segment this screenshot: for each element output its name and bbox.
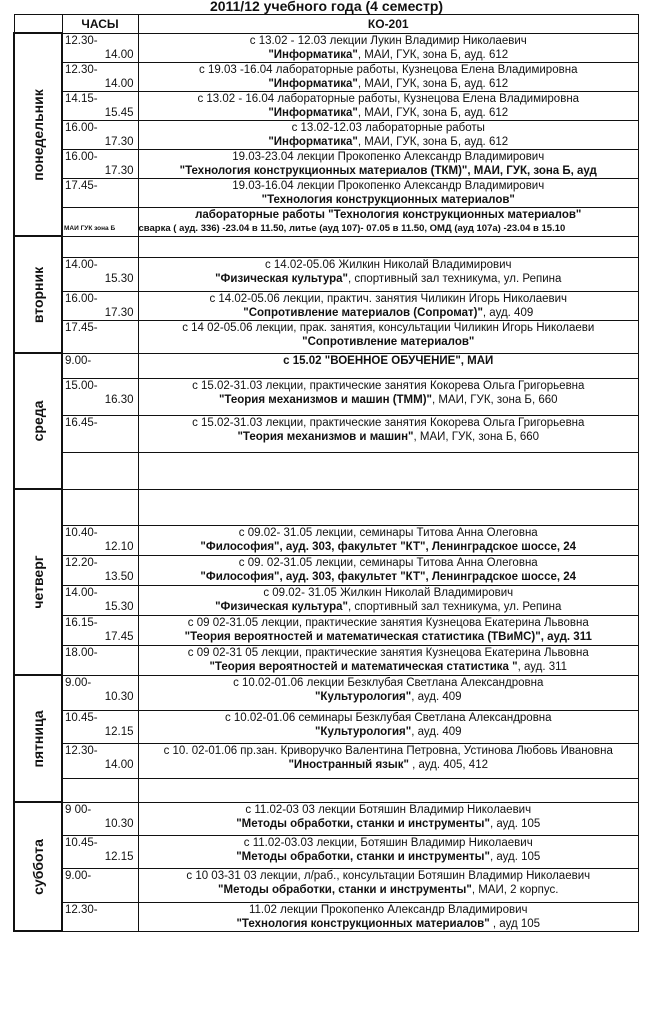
class-info-cell [138,353,639,378]
day-name: среда [30,400,46,442]
schedule-row [14,62,639,91]
class-details: с 15.02-31.03 лекции, практические занятия Кокорева Ольга Григорьевна [192,379,585,392]
time-start: 16.45- [65,416,98,429]
time-cell [62,236,138,257]
class-info-cell [138,236,639,257]
time-end: 14.00 [104,77,134,90]
class-details: с 10. 02-01.06 пр.зан. Криворучко Валентина Петровна, Устинова Любовь Ивановна [163,744,613,757]
class-details: 19.03-23.04 лекции Прокопенко Александр Владимирович [232,150,545,163]
time-start: 16.00- [65,121,98,134]
subject-name: "Физическая культура" [215,600,349,613]
class-subject: "Физическая культура", спортивный зал техникума, ул. Репина [215,272,562,285]
subject-name: "Сопротивление материалов" [302,335,475,348]
class-details: лабораторные работы "Технология конструкционных материалов" [195,208,582,221]
time-start: 12.30- [65,63,98,76]
subject-name: "Культурология" [314,690,412,703]
class-details: с 09 02-31 05 лекции, практические занятия Кузнецова Екатерина Львовна [187,646,589,659]
time-start: 12.30- [65,34,98,47]
time-end: 12.15 [104,725,134,738]
schedule-row [14,585,639,615]
schedule-row [14,33,639,62]
schedule-table [13,14,639,932]
class-details: с 09.02- 31.05 лекции, семинары Титова Анна Олеговна [238,526,538,539]
class-subject [139,193,639,207]
class-info-cell [138,291,639,320]
class-info-cell [138,452,639,489]
page-title: 2011/12 учебного года (4 семестр) [209,0,444,14]
time-cell [62,320,138,353]
schedule-row [14,178,639,207]
class-subject: "Теория механизмов и машин", МАИ, ГУК, зона Б, 660 [237,430,540,443]
time-cell [62,645,138,675]
time-cell [62,868,138,902]
class-details: с 09. 02-31.05 лекции, семинары Титова Анна Олеговна [238,556,538,569]
time-start: 9.00- [65,869,92,882]
class-details: 19.03-16.04 лекции Прокопенко Александр Владимирович [232,179,545,192]
day-name: вторник [30,266,46,323]
time-start: 9 00- [65,803,92,816]
class-details: с 13.02-12.03 лабораторные работы [291,121,485,134]
subject-name: "Культурология" [314,725,412,738]
class-subject: "Технология конструкционных материалов (ТКМ)", МАИ, ГУК, зона Б, ауд [179,164,597,177]
time-end: 15.45 [104,106,134,119]
class-info-cell [138,802,639,835]
subject-name: "Информатика" [268,48,358,61]
time-cell [62,62,138,91]
time-cell [62,33,138,62]
time-cell [62,378,138,415]
class-details: с 14.02-05.06 лекции, практич. занятия Чиликин Игорь Николаевич [209,292,568,305]
time-cell [62,91,138,120]
day-name: суббота [30,838,46,895]
class-details: 11.02 лекции Прокопенко Александр Владимирович [248,903,528,916]
time-cell [62,555,138,585]
class-subject [139,335,639,349]
subject-name: "Теория вероятностей и математическая статистика (ТВиМС)" [184,630,541,643]
time-end: 15.30 [104,272,134,285]
schedule-row [14,645,639,675]
subject-name: "Информатика" [268,135,358,148]
class-info-cell [138,207,639,236]
time-start: 10.40- [65,526,98,539]
schedule-row [14,489,639,525]
class-subject: "Иностранный язык" , ауд. 405, 412 [288,758,488,771]
time-cell [62,257,138,291]
time-start: 9.00- [65,676,92,689]
time-cell [62,675,138,710]
schedule-row [14,378,639,415]
time-start: 16.15- [65,616,98,629]
class-info-cell [138,743,639,778]
time-cell [62,207,138,236]
schedule-row [14,236,639,257]
class-details: с 10.02-01.06 лекции Безклубая Светлана Александровна [233,676,544,689]
schedule-row [14,615,639,645]
subject-name: "Технология конструкционных материалов" [261,193,515,206]
class-info-cell [138,675,639,710]
class-details: с 09 02-31.05 лекции, практические занятия Кузнецова Екатерина Львовна [187,616,589,629]
subject-name: "Методы обработки, станки и инструменты" [218,883,472,896]
time-end: 12.15 [104,850,134,863]
class-info-cell [138,120,639,149]
schedule-row [14,802,639,835]
time-cell [62,802,138,835]
subject-name: "Теория механизмов и машин (ТММ)" [218,393,433,406]
class-subject: "Информатика", МАИ, ГУК, зона Б, ауд. 612 [268,48,509,61]
subject-name: "Технология конструкционных материалов (ТКМ)" [179,164,468,177]
schedule-row [14,675,639,710]
time-end: 10.30 [104,817,134,830]
header-time: ЧАСЫ [62,15,138,34]
class-subject: "Информатика", МАИ, ГУК, зона Б, ауд. 612 [268,135,509,148]
class-details: с 15.02 "ВОЕННОЕ ОБУЧЕНИЕ", МАИ [283,354,494,367]
schedule-row [14,257,639,291]
class-details: с 10 03-31 03 лекции, л/раб., консультации Ботяшин Владимир Николаевич [186,869,591,882]
subject-name: "Технология конструкционных материалов" [236,917,490,930]
class-subject: "Методы обработки, станки и инструменты", ауд. 105 [236,850,541,863]
subject-name: "Теория механизмов и машин" [237,430,414,443]
time-end: 14.00 [104,48,134,61]
day-label-cell [14,802,62,931]
time-end: 17.30 [104,306,134,319]
time-start: 10.45- [65,836,98,849]
time-cell [62,120,138,149]
schedule-row [14,353,639,378]
time-end: МАИ ГУК зона Б [64,224,116,232]
time-start: 10.45- [65,711,98,724]
class-subject: "Теория вероятностей и математическая статистика ", ауд. 311 [209,660,568,673]
time-cell [62,585,138,615]
subject-name: "Философия" [200,570,280,583]
time-cell [62,835,138,868]
time-start: 17.45- [65,321,98,334]
day-label-cell [14,353,62,489]
class-info-cell [138,555,639,585]
schedule-row [14,743,639,778]
class-details: с 14.02-05.06 Жилкин Николай Владимирович [264,258,512,271]
class-details: с 19.03 -16.04 лабораторные работы, Кузнецова Елена Владимировна [199,63,578,76]
day-name: понедельник [30,88,46,181]
time-end: 17.30 [104,135,134,148]
time-start: 17.45- [65,179,98,192]
schedule-row [14,320,639,353]
class-subject: "Философия", ауд. 303, факультет "КТ", Ленинградское шоссе, 24 [200,540,577,553]
schedule-row [14,415,639,452]
class-subject: "Сопротивление материалов (Сопромат)", ауд. 409 [243,306,534,319]
schedule-row [14,207,639,236]
time-start: 16.00- [65,292,98,305]
class-info-cell [138,178,639,207]
day-label-cell [14,33,62,236]
class-info-cell [138,91,639,120]
time-end: 13.50 [104,570,134,583]
time-start: 16.00- [65,150,98,163]
day-label-cell [14,675,62,802]
class-info-cell [138,902,639,931]
schedule-row [14,555,639,585]
time-start: 9.00- [65,354,92,367]
time-end: 14.00 [104,758,134,771]
class-info-cell [138,378,639,415]
class-info-cell [138,489,639,525]
time-cell [62,415,138,452]
class-info-cell [138,868,639,902]
time-start: 14.15- [65,92,98,105]
class-details: с 15.02-31.03 лекции, практические занятия Кокорева Ольга Григорьевна [192,416,585,429]
time-cell [62,149,138,178]
class-subject: сварка ( ауд. 336) -23.04 в 11.50, литье (ауд 107)- 07.05 в 11.50, ОМД (ауд 107а) -23.04 в 15.10 [138,222,566,234]
class-details: с 13.02 - 12.03 лекции Лукин Владимир Николаевич [249,34,527,47]
schedule-row [14,120,639,149]
class-subject: "Методы обработки, станки и инструменты", МАИ, 2 корпус. [218,883,559,896]
time-cell [62,710,138,743]
time-end: 17.45 [104,630,134,643]
schedule-row [14,902,639,931]
time-cell [62,615,138,645]
class-subject: "Физическая культура", спортивный зал техникума, ул. Репина [215,600,562,613]
day-label-cell [14,489,62,675]
subject-name: "Методы обработки, станки и инструменты" [236,817,490,830]
class-subject: "Методы обработки, станки и инструменты", ауд. 105 [236,817,541,830]
class-info-cell [138,320,639,353]
time-start: 18.00- [65,646,98,659]
subject-name: "Иностранный язык" [288,758,409,771]
time-cell [62,489,138,525]
class-info-cell [138,62,639,91]
time-end: 15.30 [104,600,134,613]
time-end: 10.30 [104,690,134,703]
day-name: пятница [30,709,46,768]
class-subject: "Теория вероятностей и математическая статистика (ТВиМС)", ауд. 311 [184,630,592,643]
class-subject: "Культурология", ауд. 409 [314,690,462,703]
schedule-row [14,525,639,555]
subject-name: "Методы обработки, станки и инструменты" [236,850,490,863]
schedule-row [14,91,639,120]
class-subject: "Культурология", ауд. 409 [314,725,462,738]
class-details: с 10.02-01.06 семинары Безклубая Светлана Александровна [224,711,552,724]
class-info-cell [138,778,639,802]
subject-name: "Информатика" [268,106,358,119]
class-info-cell [138,33,639,62]
schedule-row [14,710,639,743]
day-name: четверг [30,555,46,609]
class-subject: "Информатика", МАИ, ГУК, зона Б, ауд. 612 [268,106,509,119]
subject-name: "Теория вероятностей и математическая статистика " [209,660,518,673]
time-cell [62,178,138,207]
time-end: 12.10 [104,540,134,553]
subject-name: "Философия" [200,540,280,553]
time-end: 16.30 [104,393,134,406]
time-cell [62,452,138,489]
header-row [14,15,639,34]
class-info-cell [138,835,639,868]
subject-name: "Физическая культура" [215,272,349,285]
class-info-cell [138,257,639,291]
class-subject: "Философия", ауд. 303, факультет "КТ", Ленинградское шоссе, 24 [200,570,577,583]
class-subject: "Информатика", МАИ, ГУК, зона Б, ауд. 612 [268,77,509,90]
time-cell [62,291,138,320]
class-info-cell [138,525,639,555]
schedule-row [14,149,639,178]
class-details: с 09.02- 31.05 Жилкин Николай Владимирович [263,586,514,599]
schedule-row [14,835,639,868]
class-info-cell [138,710,639,743]
time-cell [62,902,138,931]
subject-name: "Сопротивление материалов (Сопромат)" [243,306,483,319]
class-info-cell [138,585,639,615]
time-start: 12.20- [65,556,98,569]
time-cell [62,743,138,778]
class-details: с 11.02-03 03 лекции Ботяшин Владимир Николаевич [245,803,532,816]
class-info-cell [138,615,639,645]
schedule-row [14,452,639,489]
class-subject: "Теория механизмов и машин (ТММ)", МАИ, ГУК, зона Б, 660 [218,393,558,406]
time-cell [62,778,138,802]
class-subject: "Технология конструкционных материалов" , ауд 105 [236,917,541,930]
time-start: 12.30- [65,903,98,916]
subject-name: "Информатика" [268,77,358,90]
time-start: 12.30- [65,744,98,757]
day-label-cell [14,236,62,353]
time-start: 15.00- [65,379,98,392]
class-info-cell [138,645,639,675]
time-start: 14.00- [65,258,98,271]
class-details: с 11.02-03.03 лекции, Ботяшин Владимир Николаевич [243,836,533,849]
schedule-row [14,868,639,902]
time-cell [62,353,138,378]
time-start: 14.00- [65,586,98,599]
time-cell [62,525,138,555]
schedule-row [14,778,639,802]
class-info-cell [138,149,639,178]
class-details: с 13.02 - 16.04 лабораторные работы, Кузнецова Елена Владимировна [197,92,580,105]
class-info-cell [138,415,639,452]
schedule-row [14,291,639,320]
header-day-cell [14,15,62,34]
time-end: 17.30 [104,164,134,177]
class-details: с 14 02-05.06 лекции, прак. занятия, консультации Чиликин Игорь Николаеви [182,321,595,334]
header-group: КО-201 [138,15,639,34]
